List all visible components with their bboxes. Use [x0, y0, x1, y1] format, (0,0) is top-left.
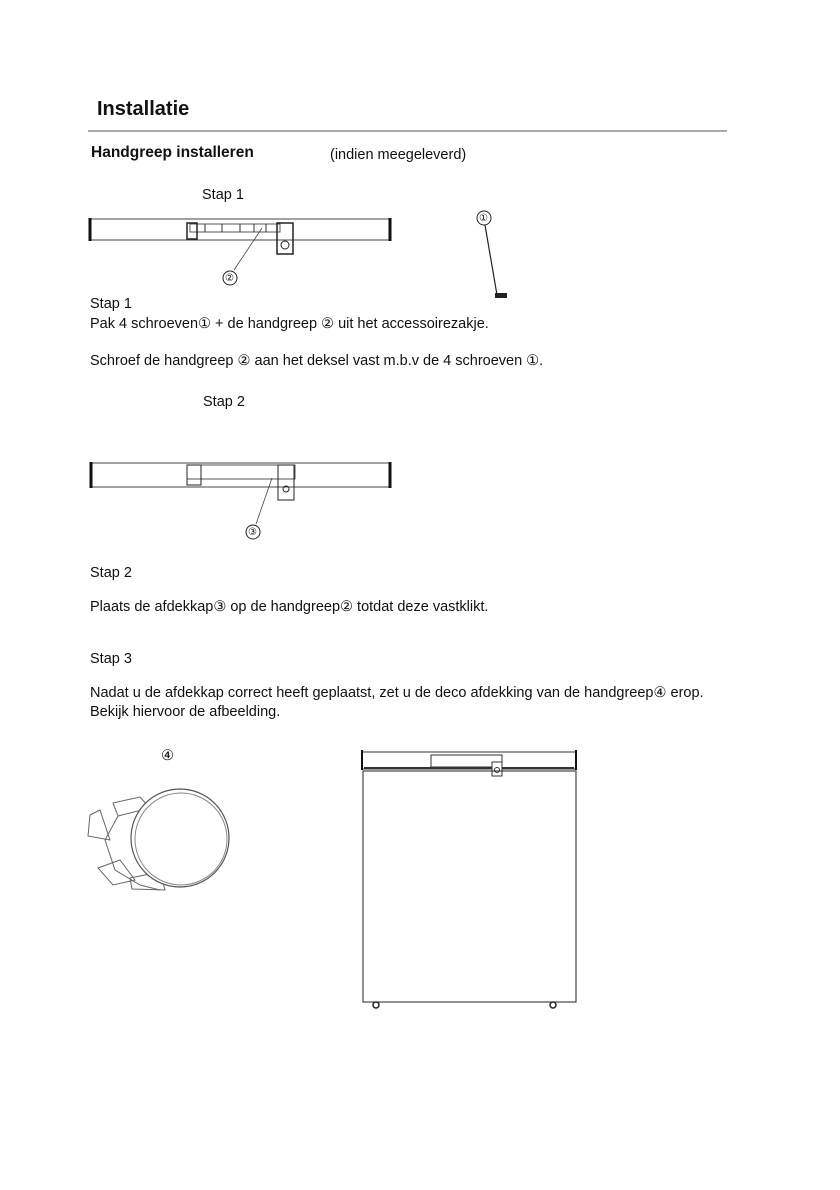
step1-heading: Stap 1: [90, 296, 132, 312]
step1-line1: Pak 4 schroeven① + de handgreep ② uit het accessoirezakje.: [90, 316, 489, 332]
label-deco: ④: [161, 748, 174, 764]
step3-line2: Bekijk hiervoor de afbeelding.: [90, 704, 281, 720]
step3-line1: Nadat u de afdekkap correct heeft geplaatst, zet u de deco afdekking van de handgreep④ erop.: [90, 685, 704, 701]
page-title: Installatie: [97, 98, 190, 120]
step2-heading: Stap 2: [90, 565, 132, 581]
step1-line2: Schroef de handgreep ② aan het deksel vast m.b.v de 4 schroeven ①.: [90, 353, 544, 369]
label-handle: ②: [225, 273, 234, 284]
label-screw: ①: [479, 213, 488, 224]
step2-line1: Plaats de afdekkap③ op de handgreep② totdat deze vastklikt.: [90, 599, 489, 615]
step3-heading: Stap 3: [90, 651, 132, 667]
figure-caption-step1: Stap 1: [202, 187, 244, 203]
figure-caption-step2: Stap 2: [203, 394, 245, 410]
section-note: (indien meegeleverd): [330, 147, 467, 163]
label-cover: ③: [248, 527, 257, 538]
section-heading: Handgreep installeren: [91, 144, 254, 161]
